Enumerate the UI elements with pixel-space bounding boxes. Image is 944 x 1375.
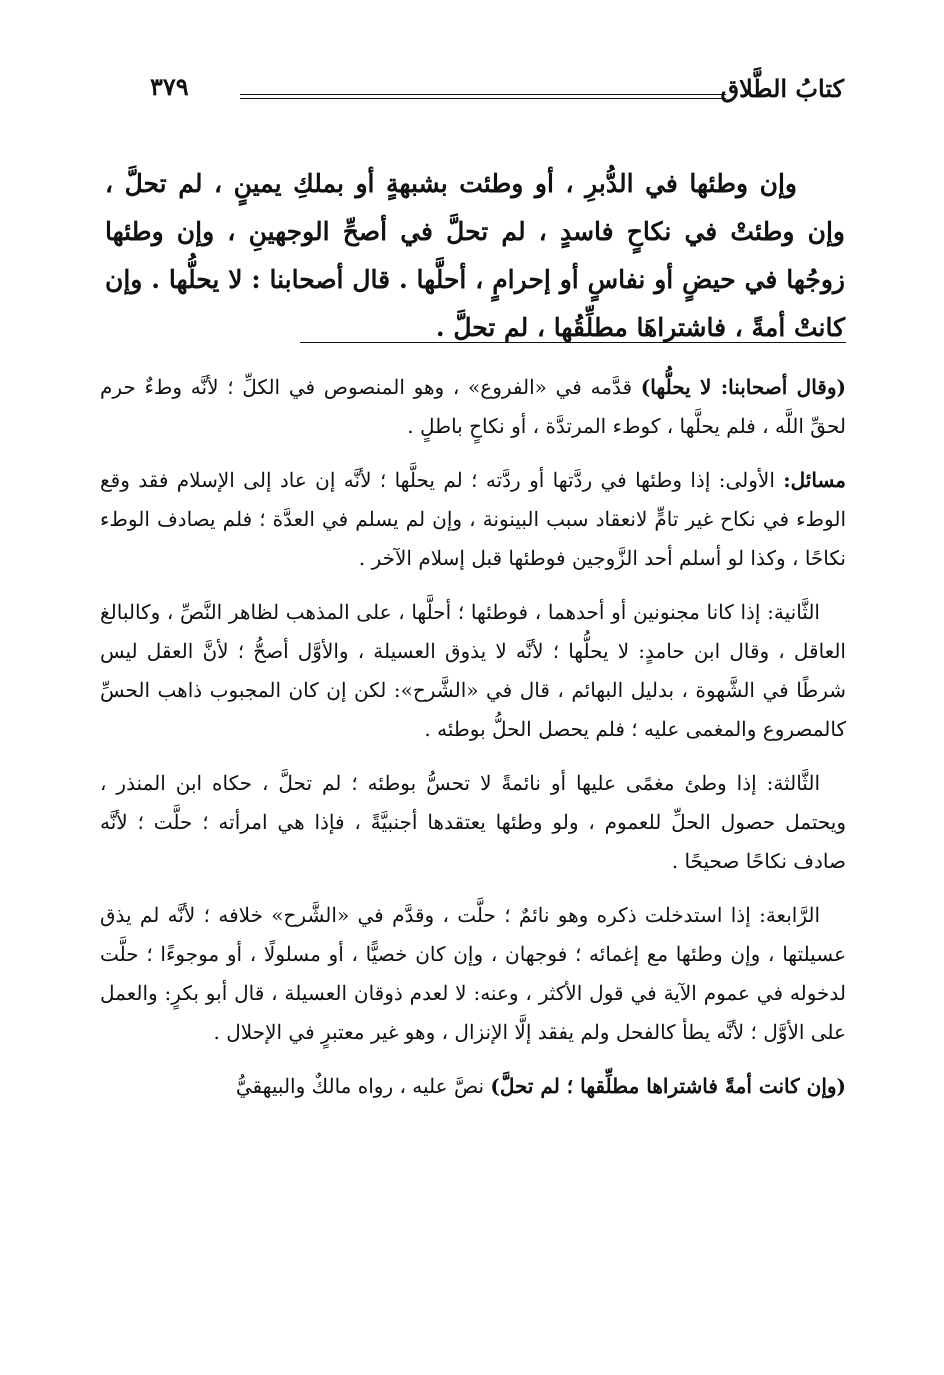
quoted-matn: (وقال أصحابنا: لا يحلُّها) <box>640 375 846 399</box>
quoted-matn: (وإن كانت أمةً فاشتراها مطلِّقها ؛ لم تحلَّ) <box>490 1074 846 1098</box>
header-rule <box>240 94 726 99</box>
commentary-paragraph-4: الثَّالثة: إذا وطئ مغمًى عليها أو نائمةً لا تحسُّ بوطئه ؛ لم تحلَّ ، حكاه ابن المنذر ، ويحتمل حصول الحلِّ للعموم ، ولو وطئها يعتقدها أجنبيَّةً ، فإذا هي امرأته ؛ حلَّت ؛ لأنَّه صادف نكاحًا صحيحًا . <box>100 771 846 873</box>
book-title: كتابُ الطَّلاق <box>720 74 844 103</box>
section-lead: مسائل: <box>783 468 846 492</box>
page-header <box>150 72 844 112</box>
commentary-paragraph-2 <box>100 461 846 578</box>
main-text <box>105 160 845 352</box>
commentary-text: الأولى: إذا وطئها في ردَّتها أو ردَّته ؛ لم يحلَّها ؛ لأنَّه إن عاد إلى الإسلام فقد وقع الوطء في نكاح غير تامٍّ لانعقاد سبب البينونة ، وإن لم يسلم في العدَّة ؛ فلم يصادف الوطء نكاحًا ، وكذا لو أسلم أحد الزَّوجين فوطئها قبل إسلام الآخر . <box>100 468 847 570</box>
separator-rule <box>300 342 846 343</box>
commentary-text: قدَّمه في «الفروع» ، وهو المنصوص في الكلِّ ؛ لأنَّه وطءٌ حرم لحقِّ اللَّه ، فلم يحلَّها ، كوطء المرتدَّة ، أو نكاحٍ باطلٍ . <box>100 375 846 438</box>
commentary-paragraph-1 <box>100 368 846 446</box>
commentary <box>100 368 846 1114</box>
page-number: ٣٧٩ <box>150 72 189 101</box>
commentary-paragraph-3: الثَّانية: إذا كانا مجنونين أو أحدهما ، فوطئها ؛ أحلَّها ، على المذهب لظاهر النَّصِّ ، وكالبالغ العاقل ، وقال ابن حامدٍ: لا يحلُّها ؛ لأنَّه لا يذوق العسيلة ، والأوَّل أصحُّ ؛ لأنَّ العقل ليس شرطًا في الشَّهوة ، بدليل البهائم ، قال في «الشَّرح»: لكن إن كان المجبوب ذاهب الحسِّ كالمصروع والمغمى عليه ؛ فلم يحصل الحلُّ بوطئه . <box>100 600 846 741</box>
commentary-paragraph-5: الرَّابعة: إذا استدخلت ذكره وهو نائمٌ ؛ حلَّت ، وقدَّم في «الشَّرح» خلافه ؛ لأنَّه لم يذق عسيلتها ، وإن وطئها مع إغمائه ؛ فوجهان ، وإن كان خصيًّا ، أو مسلولًا ، أو موجوءًا ؛ حلَّت لدخوله في عموم الآية في قول الأكثر ، وعنه: لا لعدم ذوقان العسيلة ، قال أبو بكرٍ: والعمل على الأوَّل ؛ لأنَّه يطأ كالفحل ولم يفقد إلَّا الإنزال ، وهو غير معتبرٍ في الإحلال . <box>100 903 846 1044</box>
main-text-paragraph: وإن وطئها في الدُّبرِ ، أو وطئت بشبهةٍ أو بملكِ يمينٍ ، لم تحلَّ ، وإن وطئتْ في نكاحٍ فاسدٍ ، لم تحلَّ في أصحِّ الوجهينِ ، وإن وطئها زوجُها في حيضٍ أو نفاسٍ أو إحرامٍ ، أحلَّها . قال أصحابنا : لا يحلُّها . وإن كانتْ أمةً ، فاشتراهَا مطلِّقُها ، لم تحلَّ . <box>105 169 845 342</box>
commentary-paragraph-6 <box>100 1067 846 1106</box>
commentary-text: نصَّ عليه ، رواه مالكٌ والبيهقيُّ <box>235 1074 491 1098</box>
